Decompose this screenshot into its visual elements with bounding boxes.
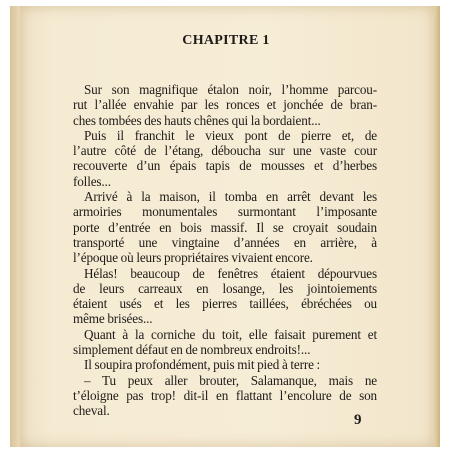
text-line: l’époque où leurs propriétaires vivaient encore. bbox=[73, 250, 313, 266]
text-line: même brisées... bbox=[73, 311, 153, 327]
chapter-title: CHAPITRE 1 bbox=[182, 33, 270, 48]
text-line: – Tu peux aller brouter, Salamanque, mais ne bbox=[84, 372, 377, 388]
text-line: Arrivé à la maison, il tomba en arrêt devant les bbox=[84, 189, 377, 205]
body-text bbox=[73, 82, 377, 419]
text-line: porte d’entrée en bois massif. Il se croyait soudain bbox=[73, 219, 377, 235]
text-line: ches tombées des hauts chênes qui la bordaient... bbox=[73, 112, 321, 128]
page-number: 9 bbox=[354, 412, 362, 428]
text-line: l’autre côté de l’étang, déboucha sur une vaste cour bbox=[73, 143, 377, 159]
text-line: cheval. bbox=[73, 403, 110, 419]
text-line: de leurs carreaux en losange, les jointoiements bbox=[73, 280, 377, 296]
text-line: Il soupira profondément, puis mit pied à terre : bbox=[84, 357, 321, 373]
paper-left-edge bbox=[10, 6, 20, 447]
text-line: Puis il franchit le vieux pont de pierre et, de bbox=[84, 127, 377, 143]
text-line: transporté une vingtaine d’années en arrière, à bbox=[73, 234, 377, 250]
text-line: recouverte d’un épais tapis de mousses et d’herbes bbox=[73, 158, 377, 174]
text-line: Quant à la corniche du toit, elle faisait purement et bbox=[84, 326, 377, 342]
text-line: folles... bbox=[73, 173, 111, 189]
text-line: rut l’allée envahie par les ronces et jonchée de bran- bbox=[73, 97, 377, 113]
text-line: armoiries monumentales surmontant l’imposante bbox=[73, 204, 377, 220]
text-line: t’éloigne pas trop! dit-il en flattant l’encolure de son bbox=[73, 387, 377, 403]
text-line: Hélas! beaucoup de fenêtres étaient dépourvues bbox=[84, 265, 377, 281]
text-line: Sur son magnifique étalon noir, l’homme parcou- bbox=[84, 82, 377, 97]
paper-right-edge bbox=[434, 6, 440, 447]
text-line: simplement défaut en de nombreux endroits!... bbox=[73, 342, 311, 358]
text-line: étaient usés et les pierres taillées, ébréchées ou bbox=[73, 296, 377, 312]
